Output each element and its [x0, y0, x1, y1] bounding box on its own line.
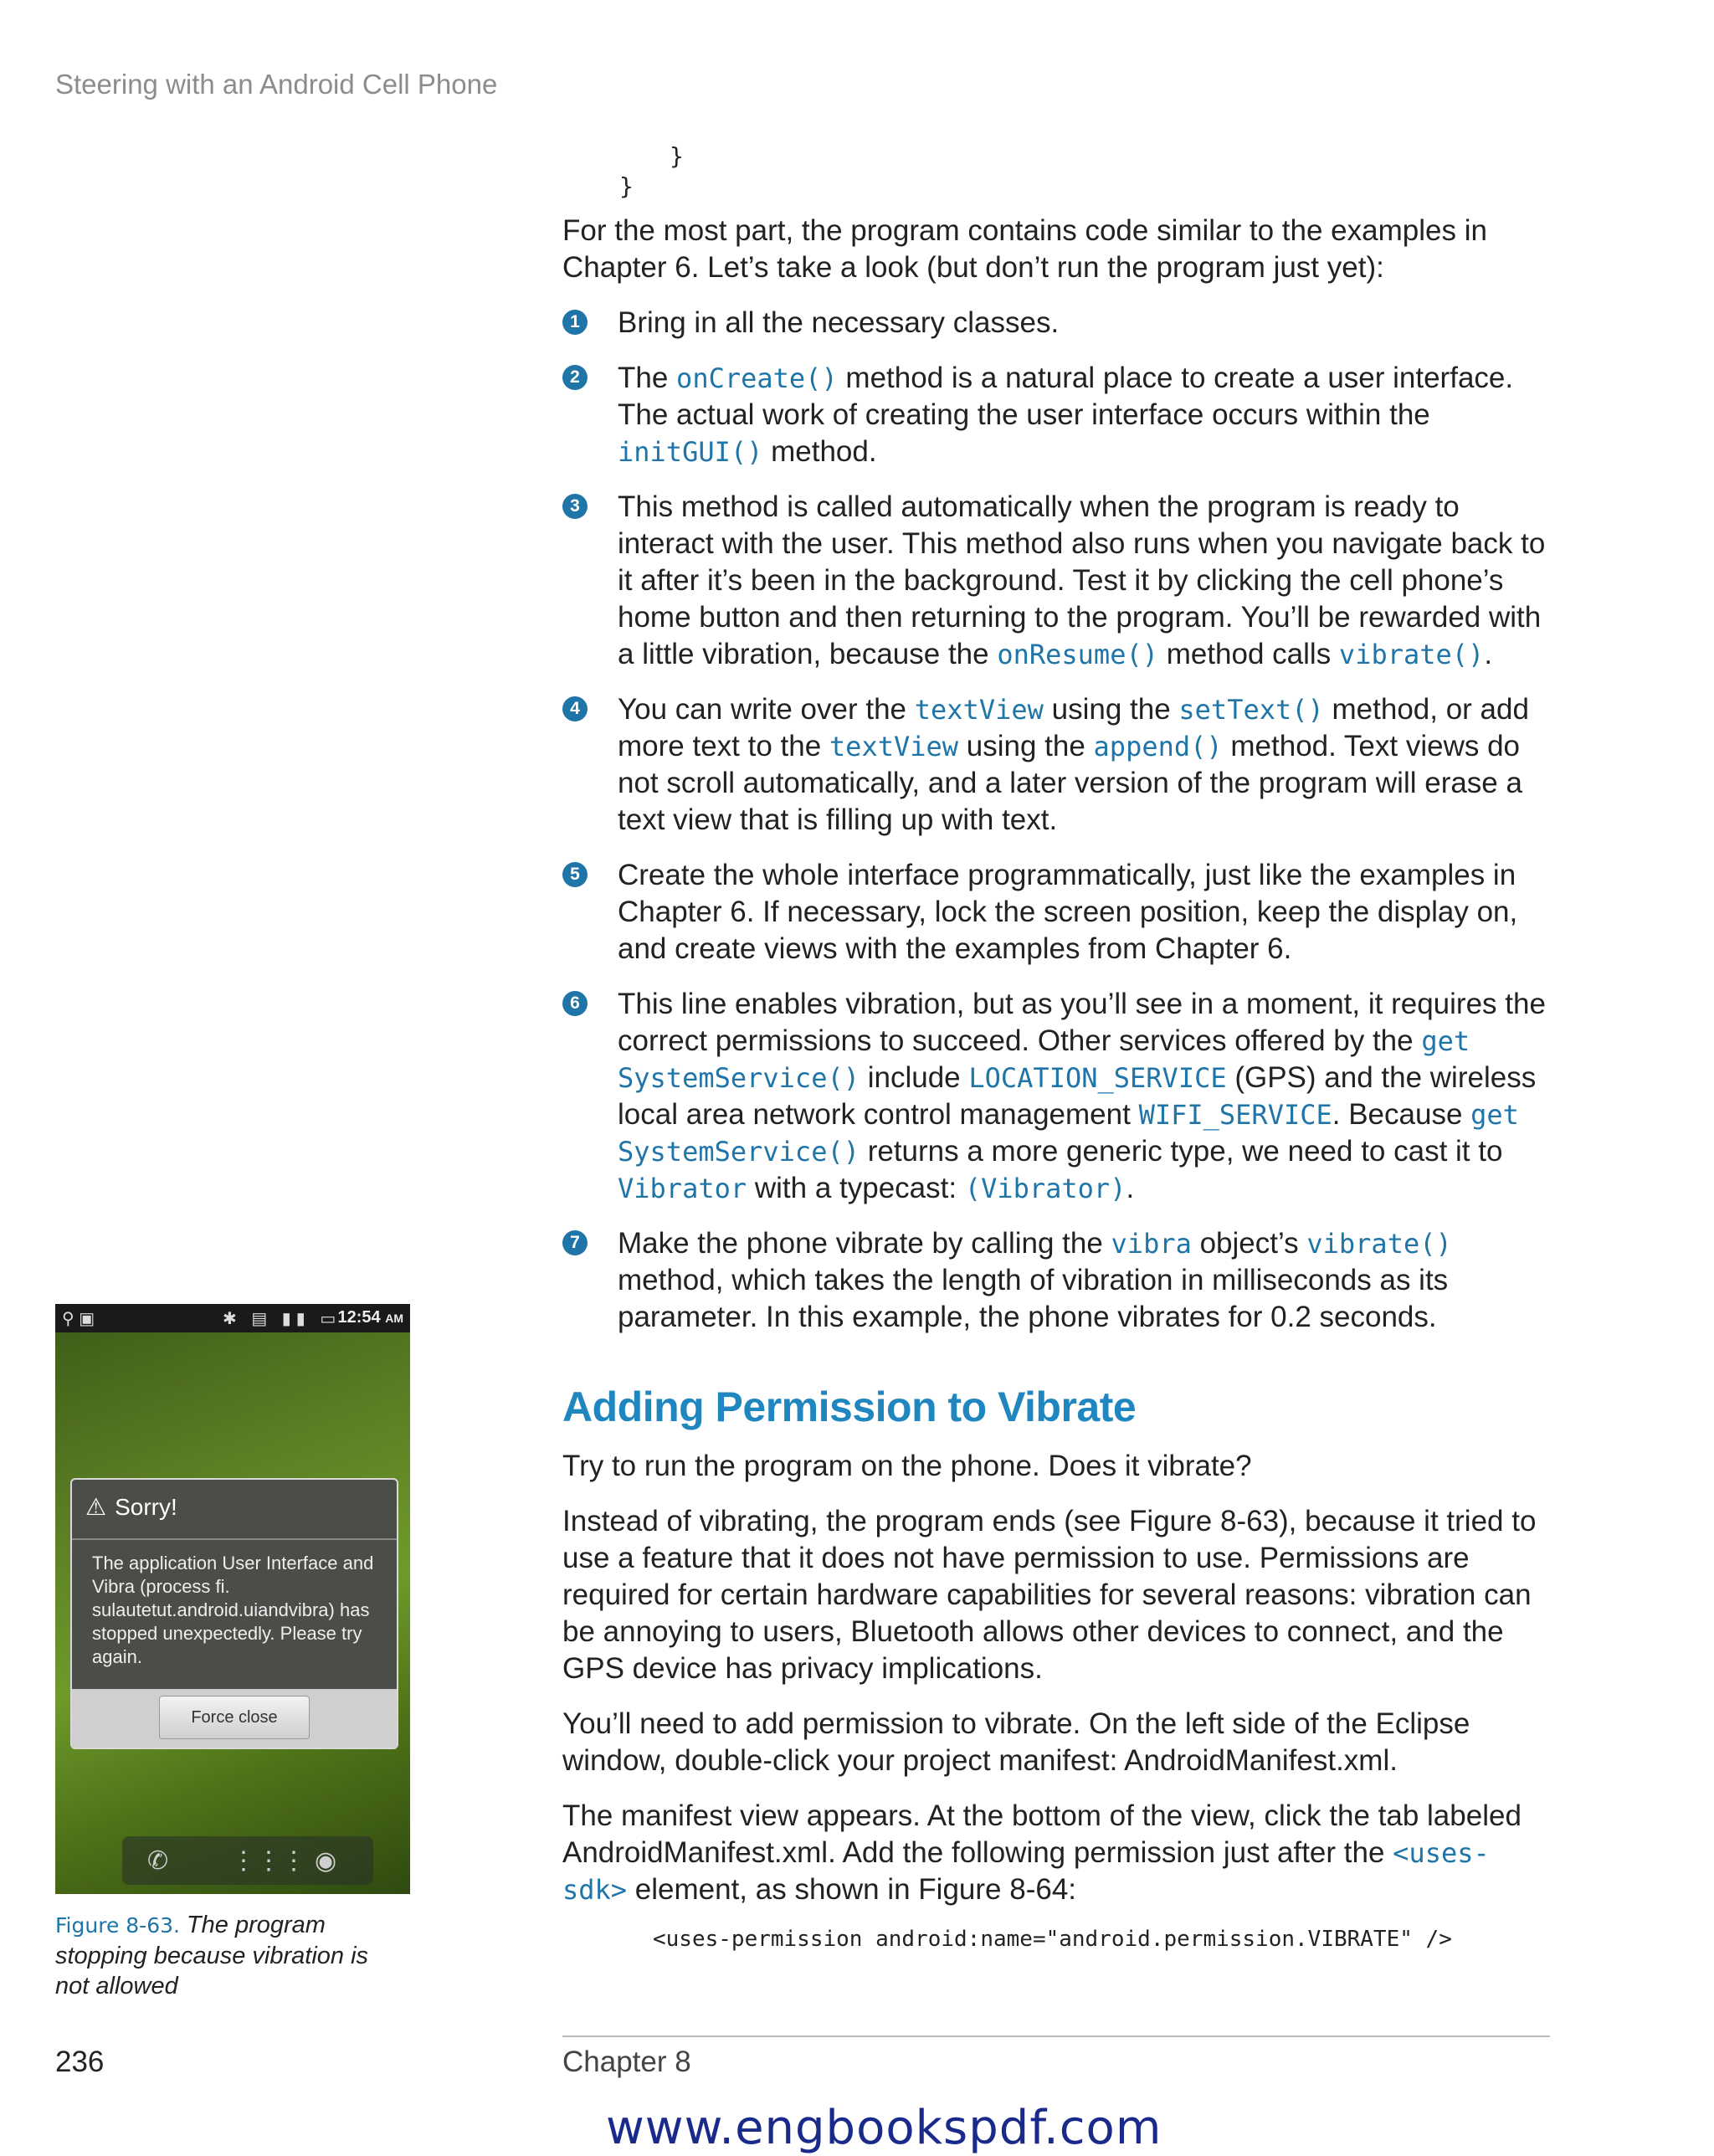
code-term: textView — [914, 694, 1044, 726]
code-term: initGUI() — [618, 436, 763, 468]
footer-divider — [562, 2035, 1550, 2037]
section-body — [562, 1448, 1550, 1927]
section-paragraph: Instead of vibrating, the program ends (see Figure 8-63), because it tried to use a feature that it does not have permission to use. Permissions are required for certain hardware capabilities for several reasons: vibration can be annoying to users, Bluetooth allows other devices to connect, and the GPS device has privacy implications. — [562, 1505, 1537, 1685]
error-dialog — [70, 1478, 398, 1749]
watermark-url: www.engbookspdf.com — [606, 2101, 1162, 2155]
chapter-label: Chapter 8 — [562, 2046, 691, 2078]
status-clock: 12:54 AM — [337, 1308, 403, 1327]
code-term: vibrate() — [1306, 1228, 1452, 1260]
numbered-list — [562, 305, 1550, 1354]
code-term: LOCATION_SERVICE — [968, 1062, 1227, 1094]
figure-label: Figure 8-63 — [55, 1913, 174, 1938]
usb-icon: ⚲ ▣ — [62, 1310, 95, 1328]
app-grid-icon[interactable]: ⋮⋮⋮ — [231, 1847, 306, 1875]
dialog-message: The application User Interface and Vibra (process fi. sulautetut.android.uiandvibra) has stopped unexpectedly. Please try again. — [92, 1553, 374, 1667]
dialog-footer — [72, 1689, 397, 1748]
step-number-badge: 1 — [562, 310, 588, 335]
section-paragraph: You’ll need to add permission to vibrate. On the left side of the Eclipse window, double-click your project manifest: AndroidManifest.xml. — [562, 1707, 1470, 1777]
code-term: get SystemService() — [618, 1025, 1470, 1094]
status-bar — [55, 1304, 410, 1332]
list-item: 6 This line enables vibration, but as you’ll see in a moment, it requires the correct permissions to succeed. Other services offered by the get SystemService() include LOCATION_SERVICE (GPS) and the wireless local area network control management WIFI_SERVICE. Because get SystemService() returns a more generic type, we need to cast it to Vibrator with a typecast: (Vibrator). — [562, 986, 1550, 1207]
dialog-title: ⚠ Sorry! — [85, 1494, 177, 1520]
phone-screenshot — [55, 1304, 410, 1894]
section-paragraph: Try to run the program on the phone. Does it vibrate? — [562, 1450, 1252, 1482]
divider — [72, 1538, 397, 1540]
code-term: Vibrator — [618, 1173, 747, 1204]
step-number-badge: 3 — [562, 494, 588, 519]
home-dock — [122, 1836, 373, 1885]
code-term: get SystemService() — [618, 1099, 1519, 1168]
list-item: 2 The onCreate() method is a natural place to create a user interface. The actual work of creating the user interface occurs within the initGUI() method. — [562, 360, 1550, 470]
step-number-badge: 7 — [562, 1230, 588, 1255]
code-term: vibra — [1111, 1228, 1192, 1260]
code-brace-inner: } — [670, 142, 684, 170]
code-term: textView — [829, 731, 959, 762]
section-paragraph: The manifest view appears. At the bottom of the view, click the tab labeled AndroidManifest.xml. Add the following permission just after the <uses-sdk> element, as shown in Figure 8-64: — [562, 1799, 1522, 1906]
list-item: 7 Make the phone vibrate by calling the vibra object’s vibrate() method, which takes the length of vibration in milliseconds as its parameter. In this example, the phone vibrates for 0.2 seconds. — [562, 1225, 1550, 1336]
step-number-badge: 4 — [562, 696, 588, 721]
code-brace-outer: } — [619, 172, 634, 200]
code-term: append() — [1093, 731, 1223, 762]
code-term: WIFI_SERVICE — [1138, 1099, 1332, 1131]
force-close-button[interactable]: Force close — [159, 1696, 310, 1739]
step-number-badge: 6 — [562, 991, 588, 1016]
step-number-badge: 5 — [562, 862, 588, 887]
browser-globe-icon[interactable]: ◉ — [315, 1847, 337, 1875]
manifest-code-line: <uses-permission android:name="android.permission.VIBRATE" /> — [653, 1927, 1452, 1952]
code-term: (Vibrator) — [964, 1173, 1126, 1204]
signal-icon: ✱ ▤ ▮▮ ▭ — [223, 1310, 341, 1328]
phone-icon[interactable]: ✆ — [147, 1847, 169, 1875]
section-heading: Adding Permission to Vibrate — [562, 1383, 1137, 1430]
list-item: 4 You can write over the textView using the setText() method, or add more text to the textView using the append() method. Text views do not scroll automatically, and a later version of the program will erase a text view that is filling up with text. — [562, 691, 1550, 839]
code-term: vibrate() — [1338, 639, 1485, 670]
code-term: <uses-sdk> — [562, 1837, 1490, 1906]
caption-text: The program stopping because vibration is not allowed — [55, 1912, 369, 1999]
list-item: 1 Bring in all the necessary classes. — [562, 305, 1550, 341]
warning-icon: ⚠ — [85, 1494, 107, 1520]
step-number-badge: 2 — [562, 365, 588, 390]
list-item: 3 This method is called automatically when the program is ready to interact with the user. This method also runs when you navigate back to it after it’s been in the background. Test it by clicking the cell phone’s home button and then returning to the program. You’ll be rewarded with a little vibration, because the onResume() method calls vibrate(). — [562, 489, 1550, 673]
figure-caption: Figure 8-63. The program stopping because vibration is not allowed — [55, 1912, 369, 1999]
page-number: 236 — [55, 2046, 105, 2078]
code-term: onCreate() — [676, 362, 838, 394]
intro-paragraph: For the most part, the program contains code similar to the examples in Chapter 6. Let’s take a look (but don’t run the program just yet): — [562, 214, 1487, 284]
code-term: setText() — [1178, 694, 1324, 726]
list-item: 5 Create the whole interface programmatically, just like the examples in Chapter 6. If necessary, lock the screen position, keep the display on, and create views with the examples from Chapter 6. — [562, 857, 1550, 968]
running-header: Steering with an Android Cell Phone — [55, 69, 498, 100]
code-term: onResume() — [997, 639, 1158, 670]
